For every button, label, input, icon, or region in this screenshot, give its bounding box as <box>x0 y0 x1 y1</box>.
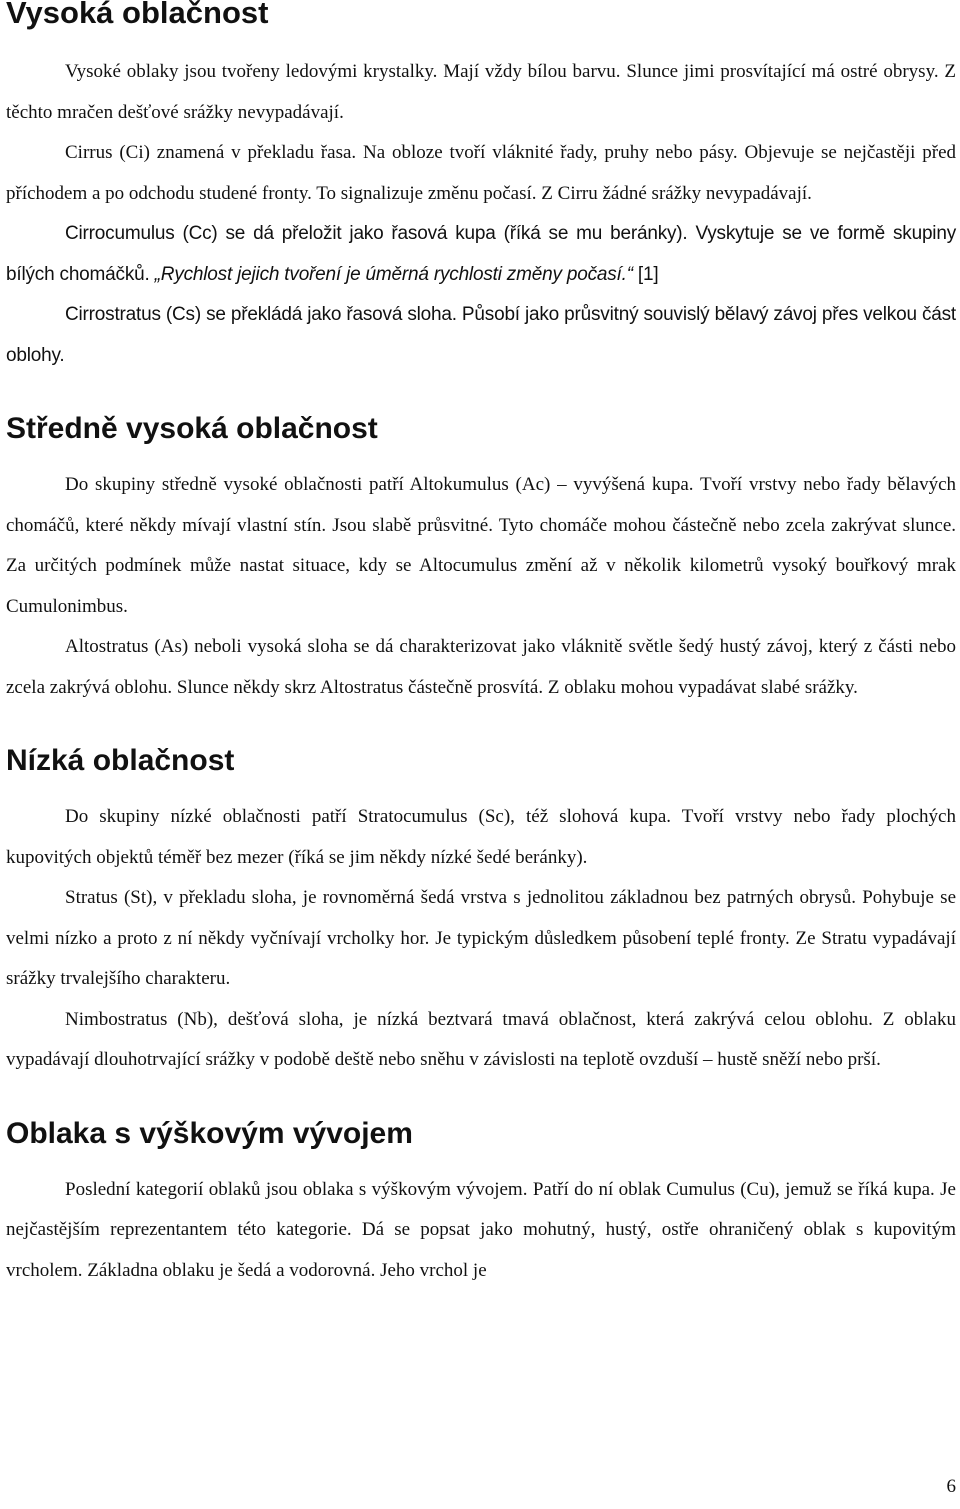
paragraph-cirrocumulus <box>6 214 956 295</box>
paragraph-cirrus: Cirrus (Ci) znamená v překladu řasa. Na obloze tvoří vláknité řady, pruhy nebo pásy. Objevuje se nejčastěji před příchodem a po odchodu studené fronty. To signalizuje změnu počasí. Z Cirru žádné srážky nevypadávají. <box>6 142 956 204</box>
citation-reference: [1] <box>632 263 659 285</box>
heading-middle-clouds: Středně vysoká oblačnost <box>6 412 378 445</box>
heading-high-clouds: Vysoká oblačnost <box>6 0 269 30</box>
cirrocumulus-text: Cirrocumulus (Cc) se dá přeložit jako řasová kupa (říká se mu beránky). Vyskytuje se ve formě skupiny bílých chomáčků. <box>6 223 956 285</box>
paragraph-stratocumulus: Do skupiny nízké oblačnosti patří Stratocumulus (Sc), též slohová kupa. Tvoří vrstvy nebo řady plochých kupovitých objektů téměř bez mezer (říká se jim někdy nízké šedé beránky). <box>6 806 956 868</box>
page-number: 6 <box>946 1476 956 1497</box>
cirrocumulus-quote: „Rychlost jejich tvoření je úměrná rychlosti změny počasí.“ <box>154 263 633 285</box>
paragraph-high-intro: Vysoké oblaky jsou tvořeny ledovými krystalky. Mají vždy bílou barvu. Slunce jimi prosvítající má ostré obrysy. Z těchto mračen dešťové srážky nevypadávají. <box>6 61 956 123</box>
paragraph-altocumulus: Do skupiny středně vysoké oblačnosti patří Altokumulus (Ac) – vyvýšená kupa. Tvoří vrstvy nebo řady bělavých chomáčů, které někdy mívají vlastní stín. Jsou slabě průsvitné. Tyto chomáče mohou částečně nebo zcela zakrývat slunce. Za určitých podmínek může nastat situace, kdy se Altocumulus změní až v několik kilometrů vysoký bouřkový mrak Cumulonimbus. <box>6 474 956 617</box>
heading-low-clouds: Nízká oblačnost <box>6 744 235 777</box>
paragraph-cirrostratus: Cirrostratus (Cs) se překládá jako řasová sloha. Působí jako průsvitný souvislý bělavý závoj přes velkou část oblohy. <box>6 304 956 366</box>
paragraph-cumulus: Poslední kategorií oblaků jsou oblaka s výškovým vývojem. Patří do ní oblak Cumulus (Cu), jemuž se říká kupa. Je nejčastějším reprezentantem této kategorie. Dá se popsat jako mohutný, hustý, ostře ohraničený oblak s kupovitým vrcholem. Základna oblaku je šedá a vodorovná. Jeho vrchol je <box>6 1178 956 1281</box>
paragraph-altostratus: Altostratus (As) neboli vysoká sloha se dá charakterizovat jako vláknitě světle šedý hustý závoj, který z části nebo zcela zakrývá oblohu. Slunce někdy skrz Altostratus částečně prosvítá. Z oblaku mohou vypadávat slabé srážky. <box>6 636 956 698</box>
document-page <box>6 0 956 1291</box>
paragraph-nimbostratus: Nimbostratus (Nb), dešťová sloha, je nízká beztvará tmavá oblačnost, která zakrývá celou oblohu. Z oblaku vypadávají dlouhotrvající srážky v podobě deště nebo sněhu v závislosti na teplotě ovzduší – hustě sněží nebo prší. <box>6 1008 956 1070</box>
paragraph-stratus: Stratus (St), v překladu sloha, je rovnoměrná šedá vrstva s jednolitou základnou bez patrných obrysů. Pohybuje se velmi nízko a proto z ní někdy vyčnívají vrcholky hor. Je typickým důsledkem působení teplé fronty. Ze Stratu vypadávají srážky trvalejšího charakteru. <box>6 887 956 989</box>
heading-vertical-clouds: Oblaka s výškovým vývojem <box>6 1116 413 1150</box>
